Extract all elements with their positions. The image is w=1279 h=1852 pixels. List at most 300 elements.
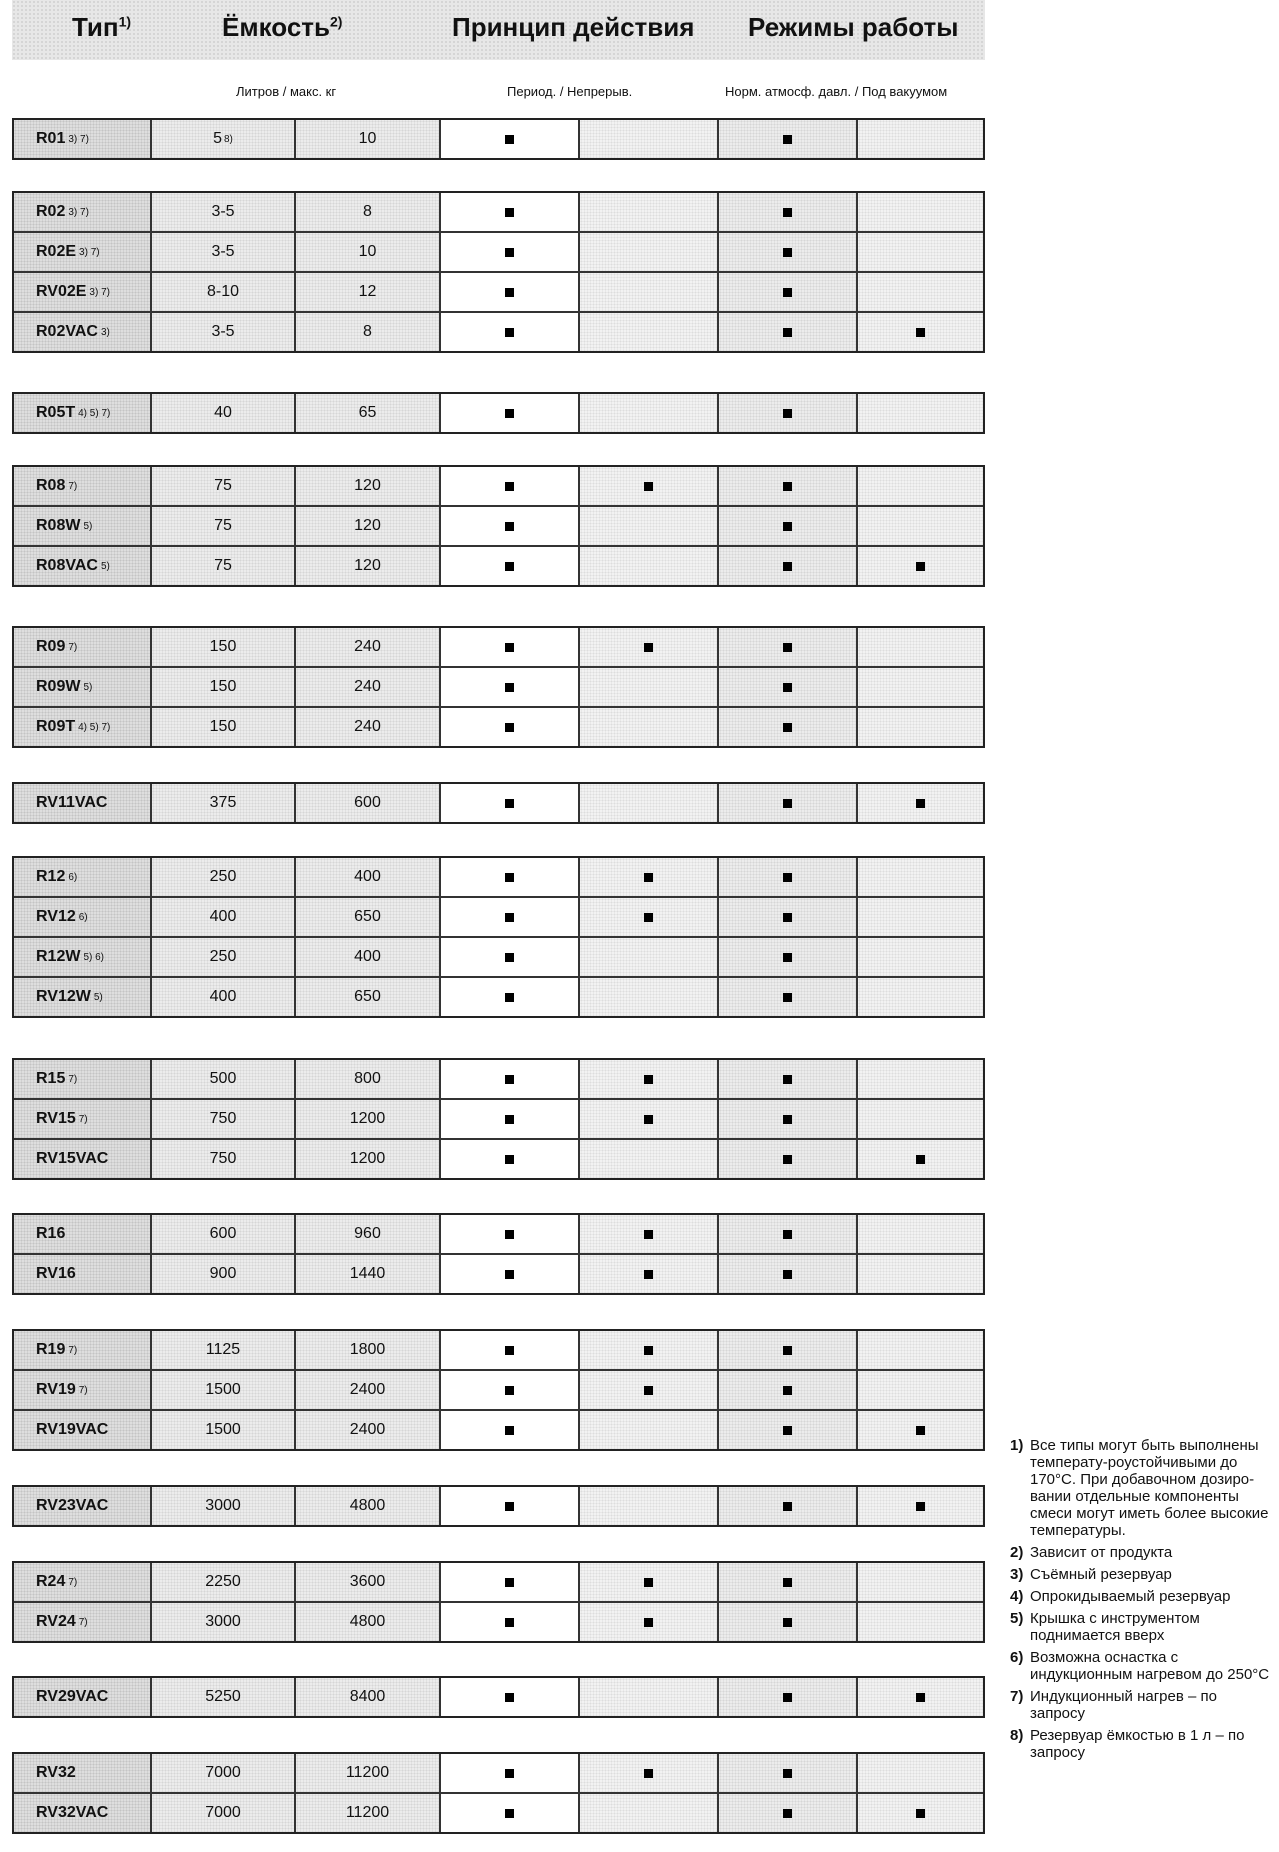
liters-value: 5 bbox=[213, 130, 222, 147]
table-row bbox=[14, 936, 983, 976]
liters-value: 900 bbox=[209, 1265, 237, 1282]
type-name: RV12 bbox=[36, 908, 76, 925]
atmospheric-mode-marker bbox=[783, 1426, 792, 1435]
max-kg-cell: 120 bbox=[294, 507, 439, 545]
atmospheric-mode-cell bbox=[717, 1603, 856, 1641]
atmospheric-mode-marker bbox=[783, 953, 792, 962]
liters-value: 3-5 bbox=[211, 243, 235, 260]
table-row bbox=[14, 784, 983, 822]
max-kg-cell: 1440 bbox=[294, 1255, 439, 1293]
type-cell bbox=[14, 1794, 150, 1832]
table-row bbox=[14, 271, 983, 311]
vacuum-mode-marker bbox=[916, 799, 925, 808]
vacuum-mode-cell bbox=[856, 1754, 983, 1792]
atmospheric-mode-marker bbox=[783, 1155, 792, 1164]
type-cell bbox=[14, 1563, 150, 1601]
liters-value: 400 bbox=[209, 908, 237, 925]
continuous-mode-marker bbox=[644, 643, 653, 652]
batch-mode-cell bbox=[439, 978, 578, 1016]
liters-cell bbox=[150, 1255, 294, 1293]
continuous-mode-cell bbox=[578, 1754, 717, 1792]
table-row bbox=[14, 1601, 983, 1641]
batch-mode-cell bbox=[439, 668, 578, 706]
type-footnote: 5) bbox=[100, 560, 110, 572]
type-footnote: 7) bbox=[68, 480, 78, 492]
max-kg-cell: 10 bbox=[294, 120, 439, 158]
table-row bbox=[14, 394, 983, 432]
footnote-text: Резервуар ёмкостью в 1 л – по запросу bbox=[1030, 1727, 1245, 1761]
table-group bbox=[12, 1561, 985, 1643]
table-row bbox=[14, 311, 983, 351]
max-kg-cell: 240 bbox=[294, 628, 439, 666]
type-cell bbox=[14, 507, 150, 545]
batch-mode-cell bbox=[439, 1060, 578, 1098]
batch-mode-cell bbox=[439, 1100, 578, 1138]
liters-value: 250 bbox=[209, 948, 237, 965]
batch-mode-marker bbox=[505, 482, 514, 491]
type-name: R12 bbox=[36, 868, 66, 885]
type-footnote: 6) bbox=[68, 871, 78, 883]
type-name: R24 bbox=[36, 1573, 66, 1590]
type-cell bbox=[14, 938, 150, 976]
table-row bbox=[14, 1098, 983, 1138]
continuous-mode-cell bbox=[578, 1678, 717, 1716]
max-kg-cell: 650 bbox=[294, 978, 439, 1016]
max-kg-cell: 11200 bbox=[294, 1754, 439, 1792]
max-kg-cell: 600 bbox=[294, 784, 439, 822]
liters-cell bbox=[150, 628, 294, 666]
footnote-text: Индукционный нагрев – по запросу bbox=[1030, 1688, 1217, 1722]
table-row bbox=[14, 467, 983, 505]
atmospheric-mode-marker bbox=[783, 873, 792, 882]
vacuum-mode-cell bbox=[856, 1100, 983, 1138]
type-footnote: 7) bbox=[78, 1384, 88, 1396]
continuous-mode-marker bbox=[644, 1115, 653, 1124]
footnote-text: Опрокидываемый резервуар bbox=[1030, 1588, 1231, 1605]
subheader-units: Литров / макс. кг bbox=[236, 84, 337, 99]
type-cell bbox=[14, 394, 150, 432]
batch-mode-cell bbox=[439, 193, 578, 231]
type-name: RV15 bbox=[36, 1110, 76, 1127]
batch-mode-cell bbox=[439, 784, 578, 822]
footnote-text: Съёмный резервуар bbox=[1030, 1566, 1172, 1583]
atmospheric-mode-marker bbox=[783, 1809, 792, 1818]
continuous-mode-cell bbox=[578, 1215, 717, 1253]
continuous-mode-cell bbox=[578, 1140, 717, 1178]
max-kg-cell: 120 bbox=[294, 547, 439, 585]
liters-cell bbox=[150, 858, 294, 896]
atmospheric-mode-marker bbox=[783, 1769, 792, 1778]
type-cell bbox=[14, 858, 150, 896]
liters-value: 2250 bbox=[205, 1573, 241, 1590]
atmospheric-mode-cell bbox=[717, 313, 856, 351]
batch-mode-cell bbox=[439, 708, 578, 746]
continuous-mode-cell bbox=[578, 1794, 717, 1832]
liters-cell bbox=[150, 1754, 294, 1792]
continuous-mode-cell bbox=[578, 784, 717, 822]
continuous-mode-cell bbox=[578, 1371, 717, 1409]
max-kg-cell: 3600 bbox=[294, 1563, 439, 1601]
type-cell bbox=[14, 668, 150, 706]
liters-cell bbox=[150, 1411, 294, 1449]
atmospheric-mode-cell bbox=[717, 233, 856, 271]
batch-mode-cell bbox=[439, 1371, 578, 1409]
continuous-mode-marker bbox=[644, 1578, 653, 1587]
type-cell bbox=[14, 1100, 150, 1138]
vacuum-mode-cell bbox=[856, 233, 983, 271]
vacuum-mode-cell bbox=[856, 507, 983, 545]
continuous-mode-cell bbox=[578, 193, 717, 231]
liters-value: 150 bbox=[209, 678, 237, 695]
atmospheric-mode-cell bbox=[717, 978, 856, 1016]
vacuum-mode-marker bbox=[916, 1693, 925, 1702]
max-kg-cell: 800 bbox=[294, 1060, 439, 1098]
vacuum-mode-marker bbox=[916, 562, 925, 571]
type-footnote: 3) 7) bbox=[68, 206, 89, 218]
type-name: R08W bbox=[36, 517, 81, 534]
type-cell bbox=[14, 708, 150, 746]
batch-mode-cell bbox=[439, 467, 578, 505]
continuous-mode-cell bbox=[578, 1331, 717, 1369]
continuous-mode-cell bbox=[578, 120, 717, 158]
liters-cell bbox=[150, 120, 294, 158]
continuous-mode-marker bbox=[644, 1270, 653, 1279]
batch-mode-cell bbox=[439, 1255, 578, 1293]
footnote-text: Все типы могут быть выполнены температу-роустойчивыми до 170°С. При добавочном дозиро-вании отдельные компоненты смеси могут иметь более высокие температуры. bbox=[1030, 1437, 1269, 1539]
liters-value: 75 bbox=[214, 477, 232, 494]
table-row bbox=[14, 628, 983, 666]
vacuum-mode-marker bbox=[916, 1155, 925, 1164]
vacuum-mode-cell bbox=[856, 1603, 983, 1641]
atmospheric-mode-cell bbox=[717, 628, 856, 666]
continuous-mode-cell bbox=[578, 858, 717, 896]
batch-mode-marker bbox=[505, 799, 514, 808]
table-row bbox=[14, 1253, 983, 1293]
footnote-item bbox=[1010, 1610, 1275, 1644]
batch-mode-cell bbox=[439, 938, 578, 976]
type-cell bbox=[14, 273, 150, 311]
footnote-text: Крышка с инструментом поднимается вверх bbox=[1030, 1610, 1200, 1644]
batch-mode-marker bbox=[505, 1502, 514, 1511]
type-footnote: 7) bbox=[78, 1113, 88, 1125]
footnote-number: 2) bbox=[1010, 1544, 1024, 1561]
type-footnote: 3) 7) bbox=[68, 133, 89, 145]
atmospheric-mode-marker bbox=[783, 1115, 792, 1124]
batch-mode-marker bbox=[505, 1270, 514, 1279]
atmospheric-mode-cell bbox=[717, 1487, 856, 1525]
continuous-mode-cell bbox=[578, 1060, 717, 1098]
batch-mode-marker bbox=[505, 328, 514, 337]
footnote-item bbox=[1010, 1566, 1275, 1583]
type-name: R12W bbox=[36, 948, 81, 965]
type-name: R02 bbox=[36, 203, 66, 220]
atmospheric-mode-marker bbox=[783, 562, 792, 571]
atmospheric-mode-cell bbox=[717, 1215, 856, 1253]
table-row bbox=[14, 1369, 983, 1409]
atmospheric-mode-marker bbox=[783, 723, 792, 732]
type-name: RV19VAC bbox=[36, 1421, 109, 1438]
type-cell bbox=[14, 1140, 150, 1178]
liters-value: 8-10 bbox=[206, 283, 240, 300]
footnote-item bbox=[1010, 1688, 1275, 1722]
type-name: R01 bbox=[36, 130, 66, 147]
type-cell bbox=[14, 1603, 150, 1641]
liters-cell bbox=[150, 1563, 294, 1601]
atmospheric-mode-marker bbox=[783, 482, 792, 491]
batch-mode-cell bbox=[439, 1215, 578, 1253]
batch-mode-cell bbox=[439, 1140, 578, 1178]
continuous-mode-marker bbox=[644, 1386, 653, 1395]
max-kg-cell: 8 bbox=[294, 313, 439, 351]
batch-mode-cell bbox=[439, 1794, 578, 1832]
max-kg-cell: 11200 bbox=[294, 1794, 439, 1832]
atmospheric-mode-marker bbox=[783, 409, 792, 418]
batch-mode-marker bbox=[505, 409, 514, 418]
batch-mode-cell bbox=[439, 1563, 578, 1601]
vacuum-mode-cell bbox=[856, 1371, 983, 1409]
liters-cell bbox=[150, 193, 294, 231]
batch-mode-marker bbox=[505, 1155, 514, 1164]
vacuum-mode-marker bbox=[916, 1426, 925, 1435]
type-name: RV24 bbox=[36, 1613, 76, 1630]
continuous-mode-cell bbox=[578, 1100, 717, 1138]
type-cell bbox=[14, 1060, 150, 1098]
footnote-number: 3) bbox=[1010, 1566, 1024, 1583]
liters-value: 1500 bbox=[205, 1421, 241, 1438]
table-group bbox=[12, 782, 985, 824]
liters-cell bbox=[150, 394, 294, 432]
table-row bbox=[14, 1487, 983, 1525]
continuous-mode-cell bbox=[578, 1563, 717, 1601]
atmospheric-mode-marker bbox=[783, 643, 792, 652]
batch-mode-marker bbox=[505, 723, 514, 732]
type-name: R08 bbox=[36, 477, 66, 494]
batch-mode-marker bbox=[505, 1693, 514, 1702]
continuous-mode-cell bbox=[578, 898, 717, 936]
atmospheric-mode-cell bbox=[717, 898, 856, 936]
type-name: RV12W bbox=[36, 988, 91, 1005]
batch-mode-marker bbox=[505, 1075, 514, 1084]
batch-mode-marker bbox=[505, 1809, 514, 1818]
type-name: RV23VAC bbox=[36, 1497, 109, 1514]
atmospheric-mode-cell bbox=[717, 1411, 856, 1449]
atmospheric-mode-marker bbox=[783, 1230, 792, 1239]
type-name: RV32VAC bbox=[36, 1804, 109, 1821]
table-row bbox=[14, 505, 983, 545]
liters-cell bbox=[150, 668, 294, 706]
table-group bbox=[12, 118, 985, 160]
vacuum-mode-cell bbox=[856, 120, 983, 158]
atmospheric-mode-cell bbox=[717, 1140, 856, 1178]
atmospheric-mode-marker bbox=[783, 288, 792, 297]
table-row bbox=[14, 1754, 983, 1792]
batch-mode-cell bbox=[439, 898, 578, 936]
atmospheric-mode-cell bbox=[717, 120, 856, 158]
atmospheric-mode-cell bbox=[717, 858, 856, 896]
header-principle: Принцип действия bbox=[452, 12, 695, 42]
continuous-mode-cell bbox=[578, 1411, 717, 1449]
table-row bbox=[14, 896, 983, 936]
vacuum-mode-cell bbox=[856, 1563, 983, 1601]
type-name: RV29VAC bbox=[36, 1688, 109, 1705]
batch-mode-marker bbox=[505, 1230, 514, 1239]
liters-footnote: 8) bbox=[224, 133, 233, 145]
max-kg-cell: 1200 bbox=[294, 1140, 439, 1178]
footnote-text: Зависит от продукта bbox=[1030, 1544, 1173, 1561]
continuous-mode-cell bbox=[578, 1487, 717, 1525]
header-capacity: Ёмкость$^{2)}$ bbox=[222, 12, 343, 42]
liters-value: 1500 bbox=[205, 1381, 241, 1398]
max-kg-cell: 8 bbox=[294, 193, 439, 231]
atmospheric-mode-cell bbox=[717, 1678, 856, 1716]
liters-cell bbox=[150, 978, 294, 1016]
liters-cell bbox=[150, 467, 294, 505]
atmospheric-mode-cell bbox=[717, 708, 856, 746]
type-name: RV02E bbox=[36, 283, 87, 300]
table-row bbox=[14, 1678, 983, 1716]
type-name: R02VAC bbox=[36, 323, 98, 340]
max-kg-cell: 4800 bbox=[294, 1603, 439, 1641]
vacuum-mode-cell bbox=[856, 1678, 983, 1716]
atmospheric-mode-marker bbox=[783, 1578, 792, 1587]
table-row bbox=[14, 1138, 983, 1178]
atmospheric-mode-cell bbox=[717, 668, 856, 706]
vacuum-mode-cell bbox=[856, 1255, 983, 1293]
footnote-number: 5) bbox=[1010, 1610, 1024, 1627]
liters-cell bbox=[150, 708, 294, 746]
batch-mode-marker bbox=[505, 1426, 514, 1435]
batch-mode-cell bbox=[439, 1411, 578, 1449]
atmospheric-mode-marker bbox=[783, 683, 792, 692]
liters-cell bbox=[150, 1603, 294, 1641]
liters-cell bbox=[150, 1060, 294, 1098]
table-group bbox=[12, 626, 985, 748]
vacuum-mode-cell bbox=[856, 858, 983, 896]
liters-cell bbox=[150, 1140, 294, 1178]
liters-value: 3000 bbox=[205, 1497, 241, 1514]
vacuum-mode-cell bbox=[856, 1411, 983, 1449]
continuous-mode-marker bbox=[644, 873, 653, 882]
table-group bbox=[12, 191, 985, 353]
batch-mode-cell bbox=[439, 313, 578, 351]
batch-mode-marker bbox=[505, 953, 514, 962]
footnotes bbox=[1010, 1437, 1275, 1766]
type-name: R02E bbox=[36, 243, 77, 260]
atmospheric-mode-cell bbox=[717, 1100, 856, 1138]
table-group bbox=[12, 1676, 985, 1718]
type-name: R16 bbox=[36, 1225, 66, 1242]
type-footnote: 7) bbox=[78, 1616, 88, 1628]
max-kg-cell: 1800 bbox=[294, 1331, 439, 1369]
liters-cell bbox=[150, 938, 294, 976]
type-name: RV32 bbox=[36, 1764, 76, 1781]
type-footnote: 7) bbox=[68, 1576, 78, 1588]
batch-mode-marker bbox=[505, 248, 514, 257]
table-row bbox=[14, 193, 983, 231]
type-cell bbox=[14, 233, 150, 271]
type-name: RV11VAC bbox=[36, 794, 108, 811]
type-footnote: 5) bbox=[93, 991, 103, 1003]
type-name: RV19 bbox=[36, 1381, 76, 1398]
max-kg-cell: 10 bbox=[294, 233, 439, 271]
table-group bbox=[12, 392, 985, 434]
vacuum-mode-cell bbox=[856, 978, 983, 1016]
batch-mode-cell bbox=[439, 1603, 578, 1641]
vacuum-mode-cell bbox=[856, 273, 983, 311]
subheader-principle: Период. / Непрерыв. bbox=[507, 84, 633, 99]
liters-cell bbox=[150, 547, 294, 585]
batch-mode-marker bbox=[505, 873, 514, 882]
max-kg-cell: 960 bbox=[294, 1215, 439, 1253]
liters-value: 7000 bbox=[205, 1804, 241, 1821]
batch-mode-marker bbox=[505, 208, 514, 217]
batch-mode-marker bbox=[505, 993, 514, 1002]
type-footnote: 7) bbox=[68, 1073, 78, 1085]
atmospheric-mode-marker bbox=[783, 522, 792, 531]
batch-mode-cell bbox=[439, 507, 578, 545]
max-kg-cell: 240 bbox=[294, 708, 439, 746]
table-row bbox=[14, 976, 983, 1016]
atmospheric-mode-marker bbox=[783, 1502, 792, 1511]
batch-mode-marker bbox=[505, 1578, 514, 1587]
liters-value: 5250 bbox=[205, 1688, 241, 1705]
type-name: R09 bbox=[36, 638, 66, 655]
type-cell bbox=[14, 628, 150, 666]
header-modes: Режимы работы bbox=[748, 12, 959, 42]
continuous-mode-marker bbox=[644, 1769, 653, 1778]
vacuum-mode-marker bbox=[916, 1809, 925, 1818]
type-footnote: 3) 7) bbox=[89, 286, 110, 298]
subheader-modes: Норм. атмосф. давл. / Под вакуумом bbox=[725, 84, 948, 99]
type-cell bbox=[14, 467, 150, 505]
type-footnote: 7) bbox=[68, 641, 78, 653]
atmospheric-mode-cell bbox=[717, 1255, 856, 1293]
vacuum-mode-cell bbox=[856, 1215, 983, 1253]
batch-mode-cell bbox=[439, 1754, 578, 1792]
type-footnote: 5) bbox=[83, 520, 93, 532]
continuous-mode-cell bbox=[578, 708, 717, 746]
type-footnote: 6) bbox=[78, 911, 88, 923]
footnote-number: 7) bbox=[1010, 1688, 1024, 1705]
continuous-mode-cell bbox=[578, 1255, 717, 1293]
table-row bbox=[14, 666, 983, 706]
liters-value: 150 bbox=[209, 718, 237, 735]
liters-value: 250 bbox=[209, 868, 237, 885]
vacuum-mode-cell bbox=[856, 628, 983, 666]
type-cell bbox=[14, 120, 150, 158]
type-footnote: 4) 5) 7) bbox=[78, 721, 111, 733]
continuous-mode-marker bbox=[644, 913, 653, 922]
max-kg-cell: 12 bbox=[294, 273, 439, 311]
liters-value: 1125 bbox=[205, 1341, 241, 1358]
max-kg-cell: 650 bbox=[294, 898, 439, 936]
batch-mode-marker bbox=[505, 1769, 514, 1778]
atmospheric-mode-marker bbox=[783, 993, 792, 1002]
table-group bbox=[12, 856, 985, 1018]
type-cell bbox=[14, 1331, 150, 1369]
liters-cell bbox=[150, 273, 294, 311]
atmospheric-mode-cell bbox=[717, 467, 856, 505]
vacuum-mode-cell bbox=[856, 1331, 983, 1369]
atmospheric-mode-cell bbox=[717, 1371, 856, 1409]
vacuum-mode-cell bbox=[856, 547, 983, 585]
type-cell bbox=[14, 784, 150, 822]
vacuum-mode-cell bbox=[856, 1060, 983, 1098]
continuous-mode-cell bbox=[578, 313, 717, 351]
vacuum-mode-cell bbox=[856, 1140, 983, 1178]
batch-mode-marker bbox=[505, 1346, 514, 1355]
vacuum-mode-cell bbox=[856, 708, 983, 746]
